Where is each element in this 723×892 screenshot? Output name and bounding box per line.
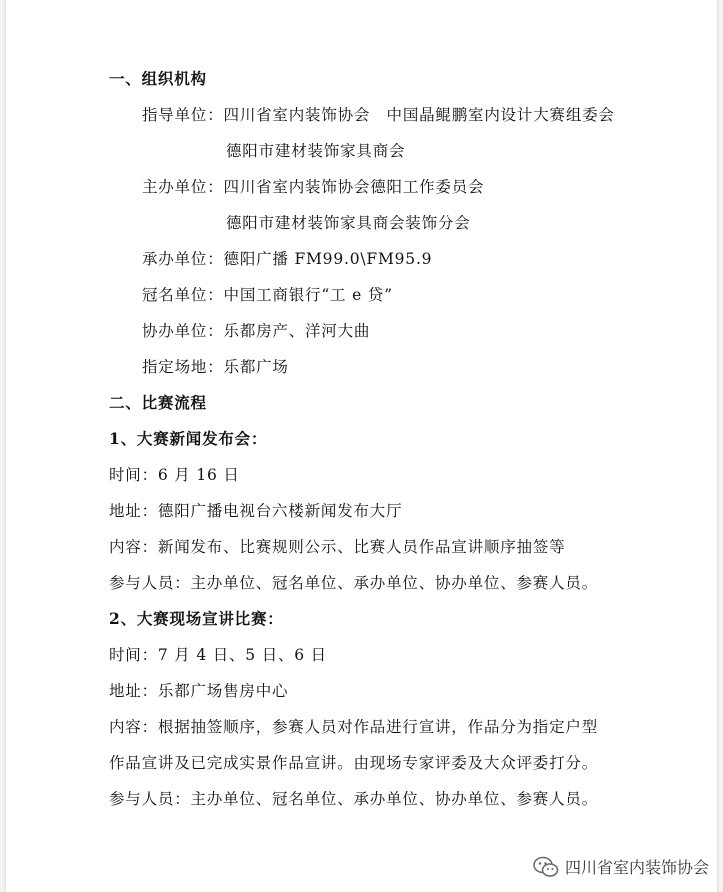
document-page xyxy=(6,0,717,892)
org-value: 中国工商银行“工 e 贷” xyxy=(223,286,393,304)
org-label: 冠名单位： xyxy=(142,286,224,304)
org-row-title-sponsor xyxy=(142,285,393,305)
event1-address: 地址：德阳广播电视台六楼新闻发布大厅 xyxy=(109,502,403,520)
org-value: 德阳广播 FM99.0\FM95.9 xyxy=(223,250,433,268)
org-value: 乐都房产、洋河大曲 xyxy=(223,322,371,340)
org-label: 承办单位： xyxy=(142,250,224,268)
section2-heading: 二、比赛流程 xyxy=(109,393,207,412)
org-value: 四川省室内装饰协会 中国晶鲲鹏室内设计大赛组委会 xyxy=(223,106,615,124)
event2-title: 2、大赛现场宣讲比赛： xyxy=(109,609,284,628)
org-row-venue xyxy=(142,357,289,377)
event1-time: 时间：6 月 16 日 xyxy=(109,466,240,484)
org-value: 四川省室内装饰协会德阳工作委员会 xyxy=(223,178,485,196)
event1-content: 内容：新闻发布、比赛规则公示、比赛人员作品宣讲顺序抽签等 xyxy=(109,538,566,556)
wechat-icon xyxy=(533,856,559,878)
event2-content-line2: 作品宣讲及已完成实景作品宣讲。由现场专家评委及大众评委打分。 xyxy=(109,754,599,772)
org-label: 协办单位： xyxy=(142,322,224,340)
event2-address: 地址：乐都广场售房中心 xyxy=(109,682,289,700)
org-label: 主办单位： xyxy=(142,178,224,196)
org-label: 指定场地： xyxy=(142,358,224,376)
event1-title: 1、大赛新闻发布会： xyxy=(109,429,268,448)
org-row-co-organizer xyxy=(142,321,370,341)
org-row-organizer xyxy=(142,249,432,269)
event2-content-line1: 内容：根据抽签顺序，参赛人员对作品进行宣讲，作品分为指定户型 xyxy=(109,718,599,736)
event2-time: 时间：7 月 4 日、5 日、6 日 xyxy=(109,646,327,664)
watermark-text: 四川省室内装饰协会 xyxy=(564,858,709,877)
org-label: 指导单位： xyxy=(142,106,224,124)
event2-participants: 参与人员：主办单位、冠名单位、承办单位、协办单位、参赛人员。 xyxy=(109,790,599,808)
watermark xyxy=(533,855,709,878)
org-row-guide-cont: 德阳市建材装饰家具商会 xyxy=(226,142,406,160)
org-row-guide xyxy=(142,105,615,125)
section1-heading: 一、组织机构 xyxy=(109,69,207,88)
event1-participants: 参与人员：主办单位、冠名单位、承办单位、协办单位、参赛人员。 xyxy=(109,574,599,592)
org-row-host-cont: 德阳市建材装饰家具商会装饰分会 xyxy=(226,214,471,232)
org-value: 乐都广场 xyxy=(223,358,289,376)
org-row-host xyxy=(142,177,484,197)
